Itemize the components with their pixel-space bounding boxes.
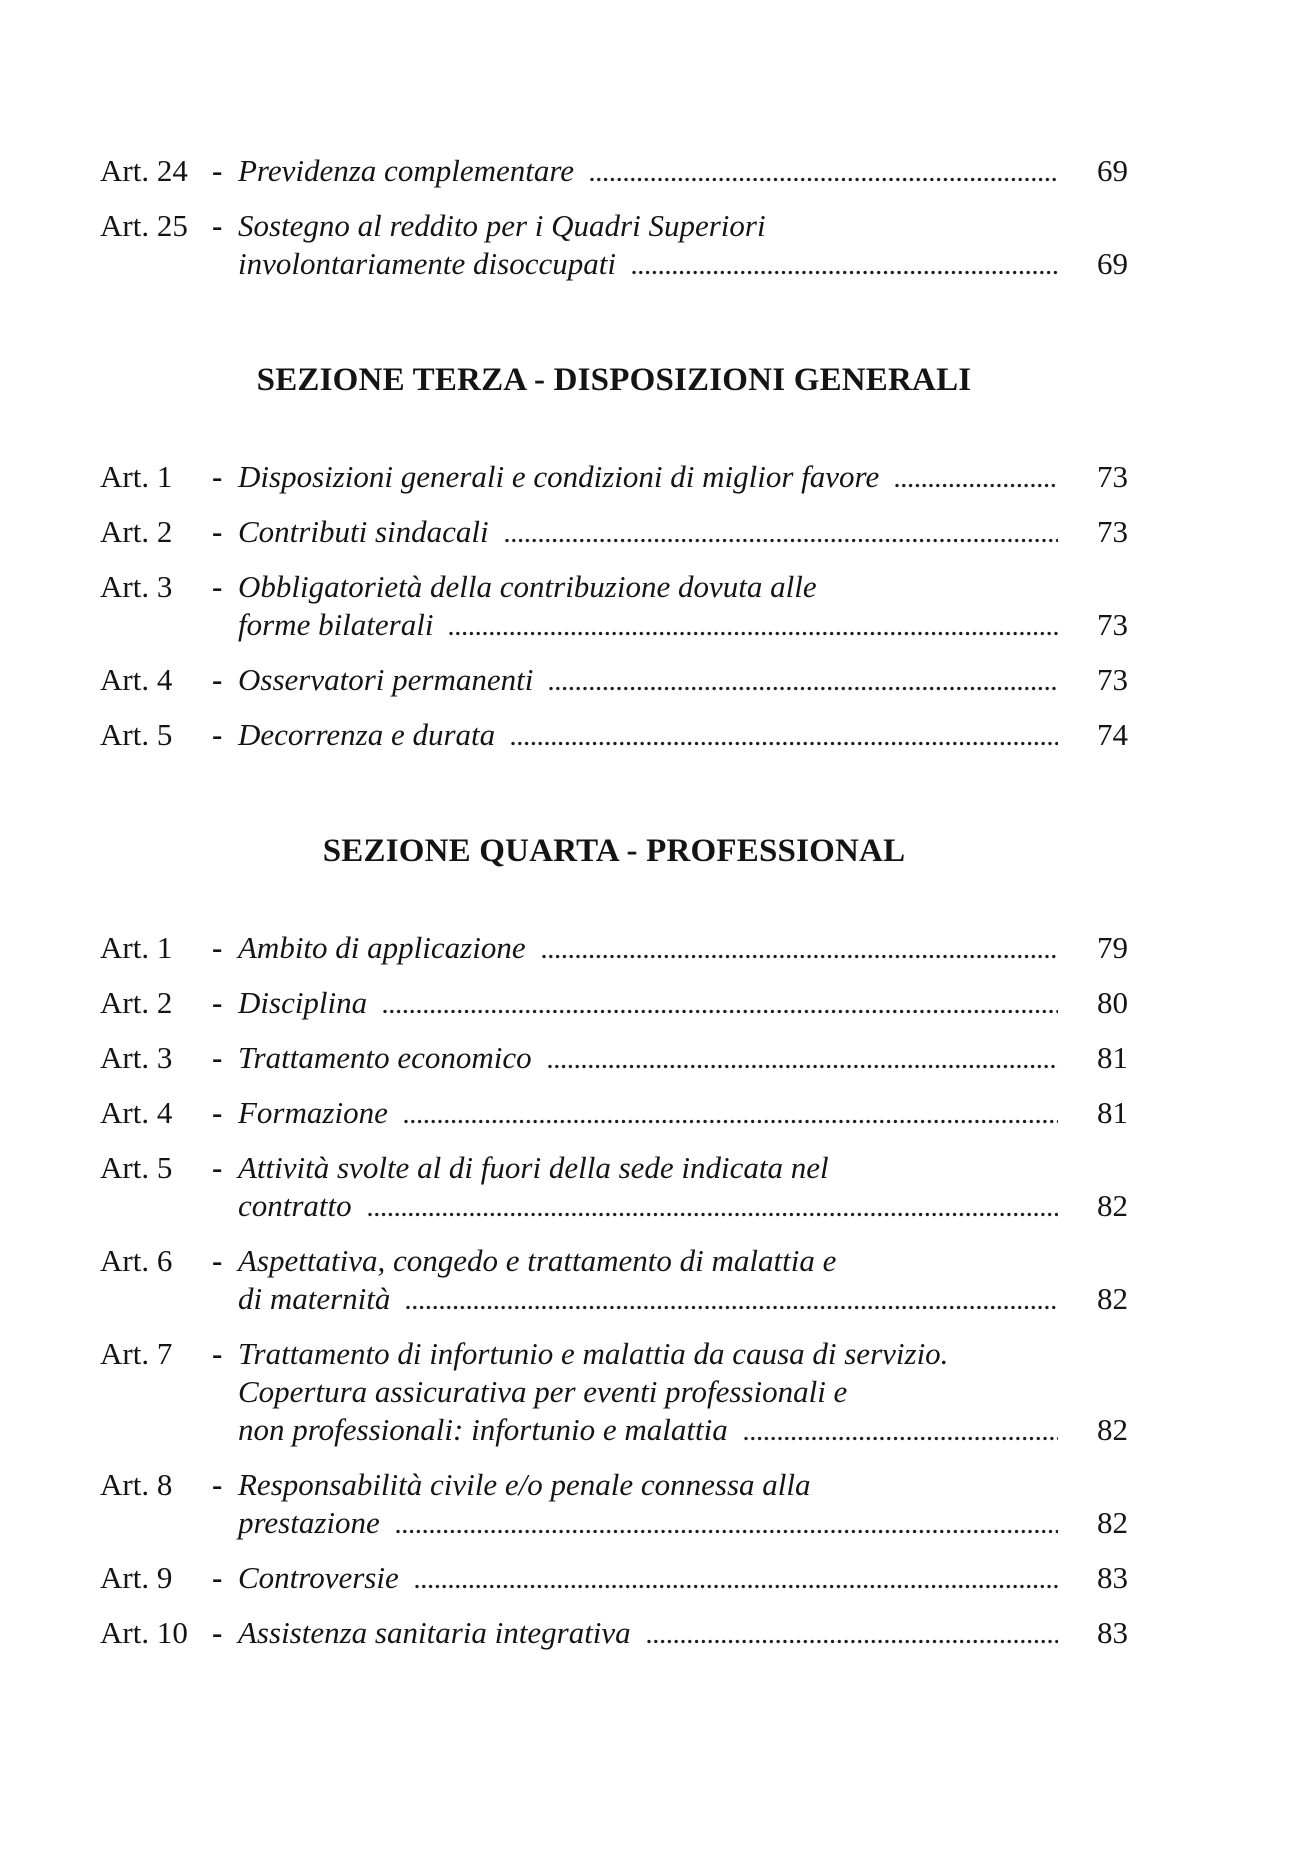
title-line (238, 1187, 1060, 1225)
dot-leader (388, 1094, 1060, 1132)
dot-leader (574, 152, 1060, 190)
title-line (238, 1559, 1060, 1597)
toc-entry (100, 716, 1128, 754)
entry-title-lines (238, 513, 1060, 551)
dash-separator: - (212, 1040, 223, 1075)
page-number: 73 (1097, 514, 1128, 549)
page-number: 82 (1097, 1412, 1128, 1447)
title-line (238, 1466, 1060, 1504)
title-text: Formazione (238, 1095, 388, 1130)
toc-entry (100, 207, 1128, 283)
entry-title-lines (238, 1335, 1060, 1449)
article-label: Art. 1 (100, 459, 173, 494)
toc-entry (100, 661, 1128, 699)
title-line (238, 1614, 1060, 1652)
section-heading (100, 831, 1128, 871)
entry-title-lines (238, 1559, 1060, 1597)
page-number: 79 (1097, 930, 1128, 965)
toc-entry (100, 1242, 1128, 1318)
page-number: 73 (1097, 662, 1128, 697)
dot-leader (631, 1614, 1060, 1652)
entry-title-lines (238, 568, 1060, 644)
title-line (238, 458, 1060, 496)
title-line (238, 568, 1060, 606)
title-line (238, 716, 1060, 754)
title-line (238, 245, 1060, 283)
dash-separator: - (212, 662, 223, 697)
dot-leader (367, 984, 1060, 1022)
entry-title-lines (238, 1614, 1060, 1652)
dot-leader (532, 1039, 1060, 1077)
toc-entry (100, 929, 1128, 967)
page-number: 73 (1097, 607, 1128, 642)
toc-entry (100, 513, 1128, 551)
dot-leader (526, 929, 1060, 967)
title-line (238, 1280, 1060, 1318)
title-text: Aspettativa, congedo e trattamento di malattia e (238, 1243, 837, 1278)
entry-title-lines (238, 984, 1060, 1022)
dash-separator: - (212, 717, 223, 752)
dash-separator: - (212, 1560, 223, 1595)
title-line (238, 1039, 1060, 1077)
entry-title-lines (238, 152, 1060, 190)
dash-separator: - (212, 1336, 223, 1371)
page-number: 81 (1097, 1040, 1128, 1075)
title-text: prestazione (238, 1505, 380, 1540)
dot-leader (533, 661, 1060, 699)
toc-entry (100, 1559, 1128, 1597)
page-number: 82 (1097, 1505, 1128, 1540)
title-text: involontariamente disoccupati (238, 246, 616, 281)
title-text: Decorrenza e durata (238, 717, 496, 752)
entry-title-lines (238, 716, 1060, 754)
title-text: Attività svolte al di fuori della sede indicata nel (238, 1150, 829, 1185)
title-text: non professionali: infortunio e malattia (238, 1412, 728, 1447)
toc-entry (100, 1614, 1128, 1652)
toc-entry (100, 458, 1128, 496)
entry-title-lines (238, 1242, 1060, 1318)
title-line (238, 1149, 1060, 1187)
dash-separator: - (212, 1243, 223, 1278)
title-text: Assistenza sanitaria integrativa (238, 1615, 631, 1650)
title-line (238, 984, 1060, 1022)
dot-leader (879, 458, 1060, 496)
article-label: Art. 9 (100, 1560, 173, 1595)
toc-entry (100, 1335, 1128, 1449)
dot-leader (380, 1504, 1060, 1542)
page-number: 80 (1097, 985, 1128, 1020)
entry-title-lines (238, 207, 1060, 283)
entry-title-lines (238, 929, 1060, 967)
article-label: Art. 1 (100, 930, 173, 965)
article-label: Art. 3 (100, 569, 173, 604)
title-line (238, 1411, 1060, 1449)
dash-separator: - (212, 930, 223, 965)
dash-separator: - (212, 459, 223, 494)
article-label: Art. 6 (100, 1243, 173, 1278)
toc-list (100, 152, 1128, 1652)
dash-separator: - (212, 1615, 223, 1650)
entry-title-lines (238, 1094, 1060, 1132)
dot-leader (616, 245, 1060, 283)
dash-separator: - (212, 1467, 223, 1502)
article-label: Art. 2 (100, 985, 173, 1020)
article-label: Art. 5 (100, 1150, 173, 1185)
article-label: Art. 4 (100, 1095, 173, 1130)
title-text: Osservatori permanenti (238, 662, 534, 697)
entry-title-lines (238, 661, 1060, 699)
dash-separator: - (212, 1095, 223, 1130)
toc-entry (100, 1149, 1128, 1225)
section-heading (100, 360, 1128, 400)
article-label: Art. 25 (100, 208, 188, 243)
page-number: 82 (1097, 1188, 1128, 1223)
title-line (238, 661, 1060, 699)
title-text: Ambito di applicazione (238, 930, 526, 965)
page-number: 82 (1097, 1281, 1128, 1316)
entry-title-lines (238, 1466, 1060, 1542)
page-number: 83 (1097, 1615, 1128, 1650)
title-line (238, 606, 1060, 644)
dot-leader (390, 1280, 1060, 1318)
toc-entry (100, 984, 1128, 1022)
title-line (238, 1373, 1060, 1411)
entry-title-lines (238, 1149, 1060, 1225)
title-text: Disciplina (238, 985, 368, 1020)
page-number: 69 (1097, 246, 1128, 281)
article-label: Art. 5 (100, 717, 173, 752)
page-number: 83 (1097, 1560, 1128, 1595)
title-line (238, 207, 1060, 245)
title-text: forme bilaterali (238, 607, 434, 642)
section-heading-text: SEZIONE QUARTA - PROFESSIONAL (322, 833, 906, 869)
title-text: Previdenza complementare (238, 153, 575, 188)
dash-separator: - (212, 569, 223, 604)
title-line (238, 1242, 1060, 1280)
title-line (238, 1504, 1060, 1542)
dash-separator: - (212, 514, 223, 549)
entry-title-lines (238, 1039, 1060, 1077)
article-label: Art. 10 (100, 1615, 188, 1650)
page-number: 69 (1097, 153, 1128, 188)
title-text: Trattamento economico (238, 1040, 532, 1075)
dot-leader (433, 606, 1060, 644)
toc-entry (100, 1094, 1128, 1132)
page-number: 74 (1097, 717, 1128, 752)
dash-separator: - (212, 153, 223, 188)
dot-leader (495, 716, 1060, 754)
dash-separator: - (212, 208, 223, 243)
toc-entry (100, 1039, 1128, 1077)
page-number: 73 (1097, 459, 1128, 494)
section-heading-text: SEZIONE TERZA - DISPOSIZIONI GENERALI (256, 362, 972, 398)
dot-leader (489, 513, 1060, 551)
dash-separator: - (212, 985, 223, 1020)
title-line (238, 929, 1060, 967)
article-label: Art. 7 (100, 1336, 173, 1371)
title-text: Sostegno al reddito per i Quadri Superiori (238, 208, 766, 243)
article-label: Art. 2 (100, 514, 173, 549)
title-text: Copertura assicurativa per eventi professionali e (238, 1374, 848, 1409)
article-label: Art. 8 (100, 1467, 173, 1502)
title-text: Contributi sindacali (238, 514, 489, 549)
dot-leader (399, 1559, 1060, 1597)
title-text: Controversie (238, 1560, 399, 1595)
title-text: Responsabilità civile e/o penale connessa alla (238, 1467, 811, 1502)
dash-separator: - (212, 1150, 223, 1185)
title-text: Disposizioni generali e condizioni di miglior favore (238, 459, 880, 494)
article-label: Art. 3 (100, 1040, 173, 1075)
title-line (238, 1094, 1060, 1132)
toc-entry (100, 568, 1128, 644)
toc-entry (100, 152, 1128, 190)
article-label: Art. 4 (100, 662, 173, 697)
title-text: contratto (238, 1188, 352, 1223)
title-line (238, 152, 1060, 190)
title-line (238, 1335, 1060, 1373)
title-text: Trattamento di infortunio e malattia da causa di servizio. (238, 1336, 949, 1371)
title-line (238, 513, 1060, 551)
title-text: di maternità (238, 1281, 391, 1316)
article-label: Art. 24 (100, 153, 188, 188)
dot-leader (728, 1411, 1060, 1449)
page-number: 81 (1097, 1095, 1128, 1130)
dot-leader (352, 1187, 1060, 1225)
entry-title-lines (238, 458, 1060, 496)
toc-entry (100, 1466, 1128, 1542)
title-text: Obbligatorietà della contribuzione dovuta alle (238, 569, 817, 604)
